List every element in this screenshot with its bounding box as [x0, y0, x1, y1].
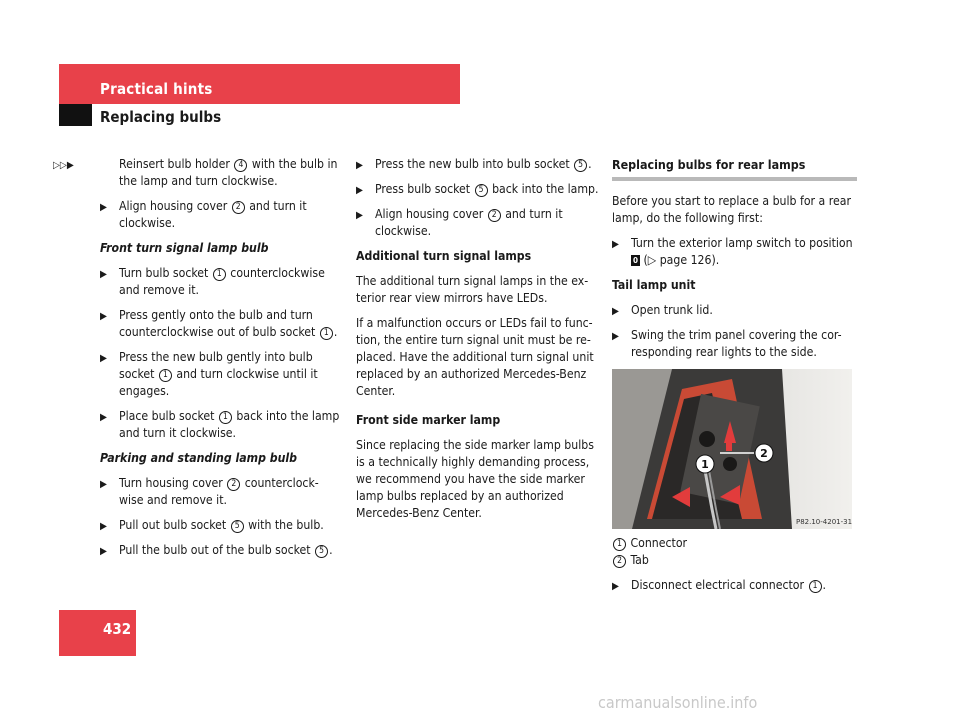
legend-tab: 2 Tab [612, 552, 857, 569]
bullet-arrow-icon: ▶ [612, 306, 619, 317]
bullet-arrow-icon: ▶ [612, 331, 619, 342]
callout-number: 1 [320, 327, 333, 340]
page-number-box [59, 610, 136, 656]
step-press-socket-back: ▶ Press bulb socket 5 back into the lamp. [356, 181, 599, 198]
callout-number: 1 [809, 580, 822, 593]
bullet-arrow-icon: ▶ [100, 311, 107, 322]
section-title: Replacing bulbs [100, 108, 222, 126]
continue-arrow-icon: ▷▷▶ [53, 160, 74, 171]
step-reinsert-bulb-holder: ▷▷▶ Reinsert bulb holder 4 with the bulb in the lamp and turn clockwise. [53, 157, 338, 188]
section-heading-rear-lamps: Replacing bulbs for rear lamps [612, 156, 857, 181]
step-turn-lamp-switch: ▶ Turn the exterior lamp switch to position 0 (▷ page 126). [612, 236, 853, 267]
step-swing-trim-panel: ▶ Swing the trim panel covering the cor-responding rear lights to the side. [612, 328, 842, 359]
bullet-arrow-icon: ▶ [356, 160, 363, 171]
callout-number: 5 [574, 159, 587, 172]
chapter-title: Practical hints [100, 80, 213, 98]
step-press-gently: ▶ Press gently onto the bulb and turn counterclockwise out of bulb socket 1 . [100, 308, 338, 339]
page-number: 432 [103, 620, 132, 638]
switch-position-icon: 0 [633, 256, 639, 265]
column-3 [612, 156, 857, 602]
callout-number: 5 [475, 184, 488, 197]
bullet-arrow-icon: ▶ [356, 210, 363, 221]
subheading-front-turn-signal: Front turn signal lamp bulb [100, 241, 269, 255]
bullet-arrow-icon: ▶ [612, 581, 619, 592]
step-align-housing-cover: ▶ Align housing cover 2 and turn it clockwise. [100, 199, 307, 230]
bullet-arrow-icon: ▶ [612, 239, 619, 250]
step-align-housing: ▶ Align housing cover 2 and turn it clockwise. [356, 207, 563, 238]
subheading-tail-lamp: Tail lamp unit [612, 278, 696, 292]
paragraph-malfunction: If a malfunction occurs or LEDs fail to func-tion, the entire turn signal unit must be re-placed. Have the additional turn signal unit replaced by an authorized Mercedes-Benz Center. [356, 316, 594, 398]
bullet-arrow-icon: ▶ [100, 546, 107, 557]
callout-number: 2 [227, 478, 240, 491]
bullet-arrow-icon: ▶ [356, 185, 363, 196]
subheading-parking-lamp: Parking and standing lamp bulb [100, 451, 297, 465]
subheading-side-marker: Front side marker lamp [356, 413, 501, 427]
chapter-header-bar [59, 64, 460, 104]
bullet-arrow-icon: ▶ [100, 353, 107, 364]
callout-number: 4 [234, 159, 247, 172]
step-place-bulb-socket: ▶ Place bulb socket 1 back into the lamp and turn it clockwise. [100, 409, 340, 440]
callout-number: 1 [213, 268, 226, 281]
step-disconnect-connector: ▶ Disconnect electrical connector 1 . [612, 577, 857, 594]
callout-number: 5 [231, 520, 244, 533]
callout-number: 1 [159, 369, 172, 382]
callout-number: 5 [315, 545, 328, 558]
bullet-arrow-icon: ▶ [100, 479, 107, 490]
svg-text:2: 2 [760, 447, 768, 460]
legend-connector: 1 Connector [612, 535, 857, 552]
paragraph-before-start: Before you start to replace a bulb for a rear lamp, do the following first: [612, 194, 851, 225]
step-turn-bulb-socket: ▶ Turn bulb socket 1 counterclockwise and remove it. [100, 266, 325, 297]
photo-code: P82.10-4201-31 [796, 518, 852, 526]
step-pull-out-socket: ▶ Pull out bulb socket 5 with the bulb. [100, 517, 340, 534]
section-marker [59, 104, 92, 126]
callout-number: 1 [219, 411, 232, 424]
bullet-arrow-icon: ▶ [100, 202, 107, 213]
step-pull-bulb-out: ▶ Pull the bulb out of the bulb socket 5 . [100, 542, 340, 559]
tail-lamp-illustration [612, 369, 852, 529]
watermark: carmanualsonline.info [598, 693, 758, 712]
callout-number: 2 [232, 201, 245, 214]
column-2 [356, 156, 599, 530]
step-press-new-bulb-socket: ▶ Press the new bulb into bulb socket 5 . [356, 156, 599, 173]
subheading-additional-turn-signal: Additional turn signal lamps [356, 249, 532, 263]
step-open-trunk: ▶ Open trunk lid. [612, 302, 857, 319]
bullet-arrow-icon: ▶ [100, 521, 107, 532]
paragraph-side-marker: Since replacing the side marker lamp bulbs is a technically highly demanding process, we recommend you have the side marker lamp bulbs replaced by an authorized Mercedes-Benz Center. [356, 438, 594, 520]
column-1 [53, 156, 340, 567]
svg-text:1: 1 [701, 458, 709, 471]
step-press-new-bulb: ▶ Press the new bulb gently into bulb socket 1 and turn clockwise until it engages. [100, 350, 318, 398]
step-turn-housing-cover: ▶ Turn housing cover 2 counterclock-wise and remove it. [100, 476, 319, 507]
paragraph-leds: The additional turn signal lamps in the ex-terior rear view mirrors have LEDs. [356, 274, 589, 305]
bullet-arrow-icon: ▶ [100, 269, 107, 280]
bullet-arrow-icon: ▶ [100, 412, 107, 423]
tail-lamp-photo [612, 369, 852, 529]
callout-number: 2 [488, 209, 501, 222]
